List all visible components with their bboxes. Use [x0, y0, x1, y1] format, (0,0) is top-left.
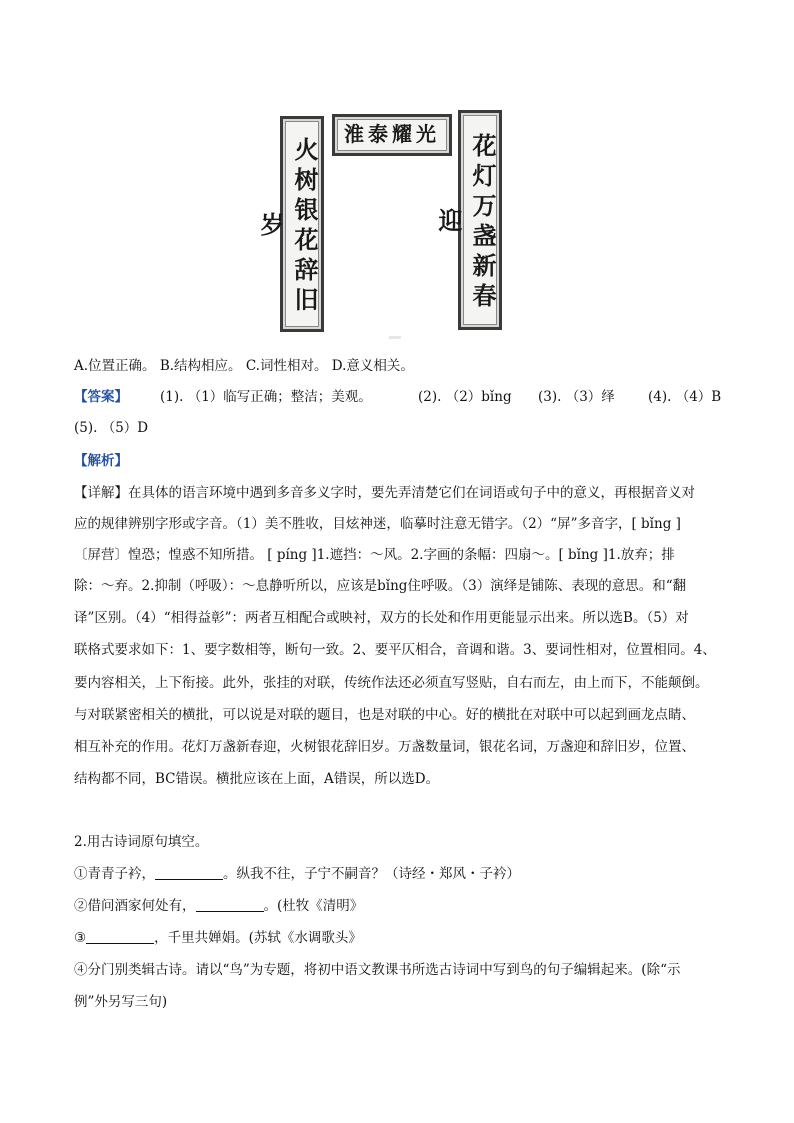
q2-line-4: ④分门别类辑古诗。请以“鸟”为专题，将初中语文教课书所选古诗词中写到鸟的句子编辑起来。(除“示 [74, 962, 681, 978]
detail-line: 【详解】在具体的语言环境中遇到多音多义字时，要先弄清楚它们在词语或句子中的意义，再根据音义对 [74, 485, 695, 501]
answer-item-5: (5). （5）D [74, 420, 149, 436]
detail-line: 联格式要求如下：1、要字数相等，断句一致。2、要平仄相合，音调和谐。3、要词性相对，位置相同。4、 [74, 642, 716, 658]
q2-line-1 [74, 864, 520, 884]
detail-line: 与对联紧密相关的横批，可以说是对联的题目，也是对联的中心。好的横批在对联中可以起到画龙点睛、 [74, 707, 695, 723]
answer-tag: 【答案】 [74, 389, 128, 405]
q2-line-2-start: ②借问酒家何处有， [74, 898, 196, 914]
detail-line: 相互补充的作用。花灯万盏新春迎，火树银花辞旧岁。万盏数量词，银花名词，万盏迎和辞旧岁，位置、 [74, 739, 695, 755]
q2-line-2 [74, 896, 363, 916]
top-scroll [332, 114, 452, 156]
analysis-tag: 【解析】 [74, 453, 128, 469]
detail-line: 〔屏营〕惶恐；惶惑不知所措。 [ píng ]1.遮挡：～风。2.字画的条幅：四扇～。[ bǐng ]1.放弃；排 [74, 547, 675, 563]
fill-blank-2[interactable] [196, 897, 264, 912]
q2-line-2-end: 。(杜牧《清明》 [263, 898, 364, 914]
detail-line: 译”区别。（4）“相得益彰”：两者互相配合或映衬，双方的长处和作用更能显示出来。所以选B。（5）对 [74, 610, 689, 626]
q2-line-5: 例”外另写三句) [74, 994, 168, 1010]
q2-line-3 [74, 928, 362, 948]
left-scroll-text: 火树银花辞旧岁 [256, 137, 319, 317]
options-line: A.位置正确。 B.结构相应。 C.词性相对。 D.意义相关。 [74, 358, 414, 374]
answer-item-1: (1). （1）临写正确；整洁；美观。 [160, 389, 372, 405]
question-2-title: 2.用古诗词原句填空。 [74, 834, 209, 850]
left-scroll [256, 116, 324, 332]
answer-item-3: (3). （3）绎 [538, 389, 615, 405]
couplet-image [256, 110, 502, 332]
q2-line-3-end: ，千里共婵娟。(苏轼《水调歌头》 [154, 930, 362, 946]
right-scroll-text: 花灯万盏新春迎 [434, 133, 497, 313]
fill-blank-3[interactable] [86, 929, 154, 944]
answer-item-4: (4). （4）B [648, 389, 722, 405]
top-scroll-text: 淮泰耀光 [344, 122, 440, 146]
detail-line: 结构都不同，BC错误。横批应该在上面，A错误，所以选D。 [74, 771, 440, 787]
right-scroll [434, 110, 502, 330]
image-artifact [389, 336, 401, 339]
fill-blank-1[interactable] [155, 865, 223, 880]
detail-line: 除：～弃。2.抑制（呼吸）：～息静听所以，应该是bǐng住呼吸。（3）演绎是铺陈、表现的意思。和“翻 [74, 578, 687, 594]
q2-line-1-end: 。纵我不往，子宁不嗣音？（诗经・郑风・子衿） [223, 866, 520, 882]
q2-line-3-start: ③ [74, 930, 87, 946]
detail-line: 应的规律辨别字形或字音。（1）美不胜收，目炫神迷，临摹时注意无错字。（2）“屏”多音字，[ bǐng ] [74, 516, 681, 532]
answer-item-2: (2). （2）bǐng [418, 389, 512, 405]
q2-line-1-start: ①青青子衿， [74, 866, 155, 882]
detail-line: 要内容相关，上下衔接。此外，张挂的对联，传统作法还必须直写竖贴，自右而左，由上而下，不能颠倒。 [74, 675, 709, 691]
